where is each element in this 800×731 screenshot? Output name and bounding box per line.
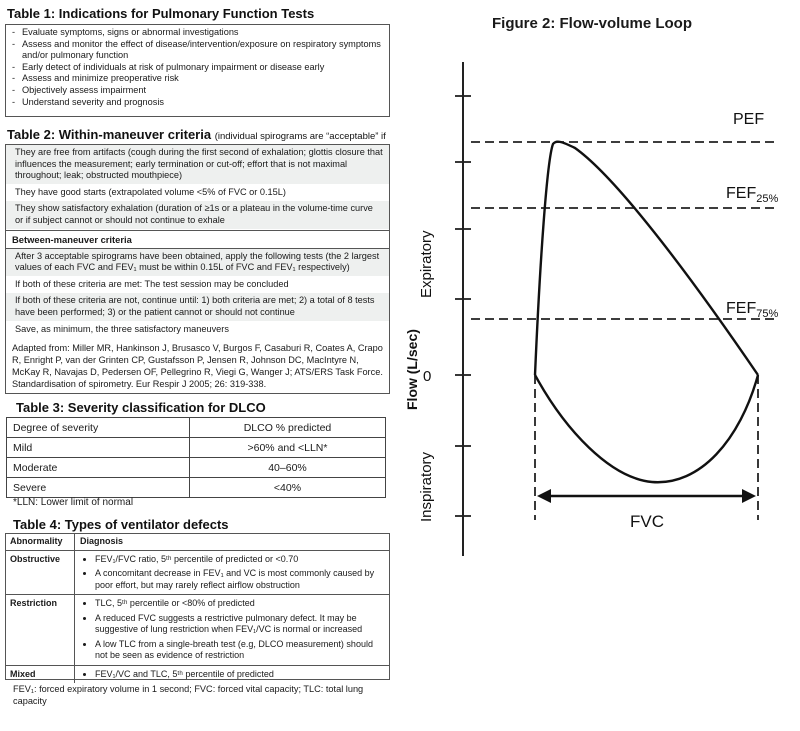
- fvc-label: FVC: [630, 512, 664, 531]
- fef25-subscript: 25%: [756, 193, 779, 205]
- zero-label: 0: [423, 368, 432, 385]
- abnormality-cell: Mixed: [6, 666, 75, 684]
- table3-footnote: *LLN: Lower limit of normal: [13, 497, 134, 508]
- severity-table: [6, 417, 386, 498]
- list-item: • FEV₁/FVC ratio, 5ᵗʰ percentile of predicted or <0.70: [95, 554, 384, 566]
- list-item: • A reduced FVC suggests a restrictive pulmonary defect. It may be suggestive of lung restriction when FEV₁/VC is normal or increased: [95, 613, 384, 636]
- table4-footnote: FEV₁: forced expiratory volume in 1 second; FVC: forced vital capacity; TLC: total lung capacity: [13, 684, 364, 706]
- table1-list: [6, 25, 389, 110]
- list-item: - Assess and monitor the effect of disease/intervention/exposure on respiratory symptoms and/or pulmonary function: [12, 39, 385, 62]
- dlco-cell: <40%: [190, 478, 386, 498]
- table3-title: Table 3: Severity classification for DLCO: [16, 400, 266, 415]
- fef25-text: FEF: [726, 185, 757, 202]
- list-item: - Understand severity and prognosis: [12, 97, 385, 109]
- table2-title-note: (individual spirograms are “acceptable” if: [214, 131, 386, 142]
- between-criterion: If both of these criteria are met: The test session may be concluded: [6, 277, 389, 294]
- fef75-text: FEF: [726, 300, 757, 317]
- table4-title: Table 4: Types of ventilator defects: [13, 517, 229, 532]
- pef-label: PEF: [733, 111, 765, 128]
- list-item: - Evaluate symptoms, signs or abnormal investigations: [12, 27, 385, 39]
- defects-rows: [6, 551, 389, 684]
- table-row: [6, 666, 389, 684]
- table2-title: [7, 127, 386, 142]
- fef75-label: [726, 300, 778, 320]
- diagnosis-list: [77, 669, 384, 681]
- list-item: • TLC, 5ᵗʰ percentile or <80% of predicted: [95, 598, 384, 610]
- within-criterion: They are free from artifacts (cough during the first second of exhalation; glottis closure that influences the measurement; early termination or cut-off; effort that is not maximal throughout; leak; obstructed mouthpiece): [6, 145, 389, 185]
- header-degree: Degree of severity: [7, 418, 190, 438]
- diagnosis-cell: [75, 666, 389, 684]
- fvc-arrow-left: [537, 489, 551, 503]
- diagnosis-cell: [75, 551, 389, 595]
- abnormality-cell: Obstructive: [6, 551, 75, 595]
- within-criteria-list: [6, 145, 389, 230]
- fef75-subscript: 75%: [756, 308, 779, 320]
- flow-volume-loop: [395, 40, 795, 560]
- diagnosis-cell: [75, 595, 389, 665]
- table-row: [7, 458, 386, 478]
- between-criteria-title: Between-maneuver criteria: [6, 230, 389, 249]
- list-item: - Early detect of individuals at risk of pulmonary impairment or disease early: [12, 62, 385, 74]
- within-criterion: They have good starts (extrapolated volume <5% of FVC or 0.15L): [6, 185, 389, 202]
- list-item: - Assess and minimize preoperative risk: [12, 73, 385, 85]
- list-item: • A low TLC from a single-breath test (e.g, DLCO measurement) should not be seen as evidence of restriction: [95, 639, 384, 662]
- expiratory-curve: [535, 142, 758, 375]
- severity-cell: Moderate: [7, 458, 190, 478]
- diagnosis-list: [77, 554, 384, 592]
- defects-table-header: [6, 534, 389, 551]
- header-abnormality: Abnormality: [6, 534, 75, 550]
- within-criterion: They show satisfactory exhalation (duration of ≥1s or a plateau in the volume-time curve or if subject cannot or should not continue to exhale: [6, 201, 389, 229]
- between-criteria-list: [6, 249, 389, 339]
- list-item: - Objectively assess impairment: [12, 85, 385, 97]
- dlco-cell: >60% and <LLN*: [190, 438, 386, 458]
- list-item: • FEV₁/VC and TLC, 5ᵗʰ percentile of predicted: [95, 669, 384, 681]
- table-row: [7, 478, 386, 498]
- y-axis-label: Flow (L/sec): [404, 329, 420, 410]
- header-dlco: DLCO % predicted: [190, 418, 386, 438]
- between-criterion: After 3 acceptable spirograms have been obtained, apply the following tests (the 2 largest values of each FVC and FEV₁ must be within 0.15L of FVC and FEV₁ respectively): [6, 249, 389, 277]
- table-row: [6, 551, 389, 596]
- list-item: • A concomitant decrease in FEV₁ and VC is most commonly caused by poor effort, but may rarely reflect airflow obstruction: [95, 568, 384, 591]
- expiratory-label: Expiratory: [418, 230, 435, 298]
- table-row: [6, 595, 389, 666]
- table1-box: [5, 24, 390, 117]
- severity-table-header: [7, 418, 386, 438]
- diagnosis-list: [77, 598, 384, 662]
- inspiratory-curve: [535, 375, 758, 482]
- table1-title: Table 1: Indications for Pulmonary Function Tests: [7, 6, 315, 21]
- severity-cell: Mild: [7, 438, 190, 458]
- abnormality-cell: Restriction: [6, 595, 75, 665]
- table-row: [7, 438, 386, 458]
- figure-title: Figure 2: Flow-volume Loop: [492, 15, 692, 32]
- reference-text: Adapted from: Miller MR, Hankinson J, Brusasco V, Burgos F, Casaburi R, Coates A, Crapo R, Enright P, van der Grinten CP, Gustafsson P, Jensen R, Johnson DC, MacIntyre N, McKay R, Navajas D, Pedersen OF, Pellegrino R, Viegi G, Wanger J; ATS/ERS Task Force. Standardisation of spirometry. Eur Respir J 2005; 26: 319-338.: [12, 343, 383, 390]
- defects-table: [5, 533, 390, 680]
- fvc-arrow-right: [742, 489, 756, 503]
- fef25-label: [726, 185, 778, 205]
- table2-box: [5, 144, 390, 394]
- dlco-cell: 40–60%: [190, 458, 386, 478]
- header-diagnosis: Diagnosis: [80, 536, 124, 546]
- severity-cell: Severe: [7, 478, 190, 498]
- table2-title-text: Table 2: Within-maneuver criteria: [7, 127, 212, 142]
- between-criterion: If both of these criteria are not, continue until: 1) both criteria are met; 2) a total of 8 tests have been performed; 3) or the patient cannot or should not continue: [6, 293, 389, 321]
- inspiratory-label: Inspiratory: [418, 451, 435, 522]
- between-criterion: Save, as minimum, the three satisfactory maneuvers: [6, 322, 389, 339]
